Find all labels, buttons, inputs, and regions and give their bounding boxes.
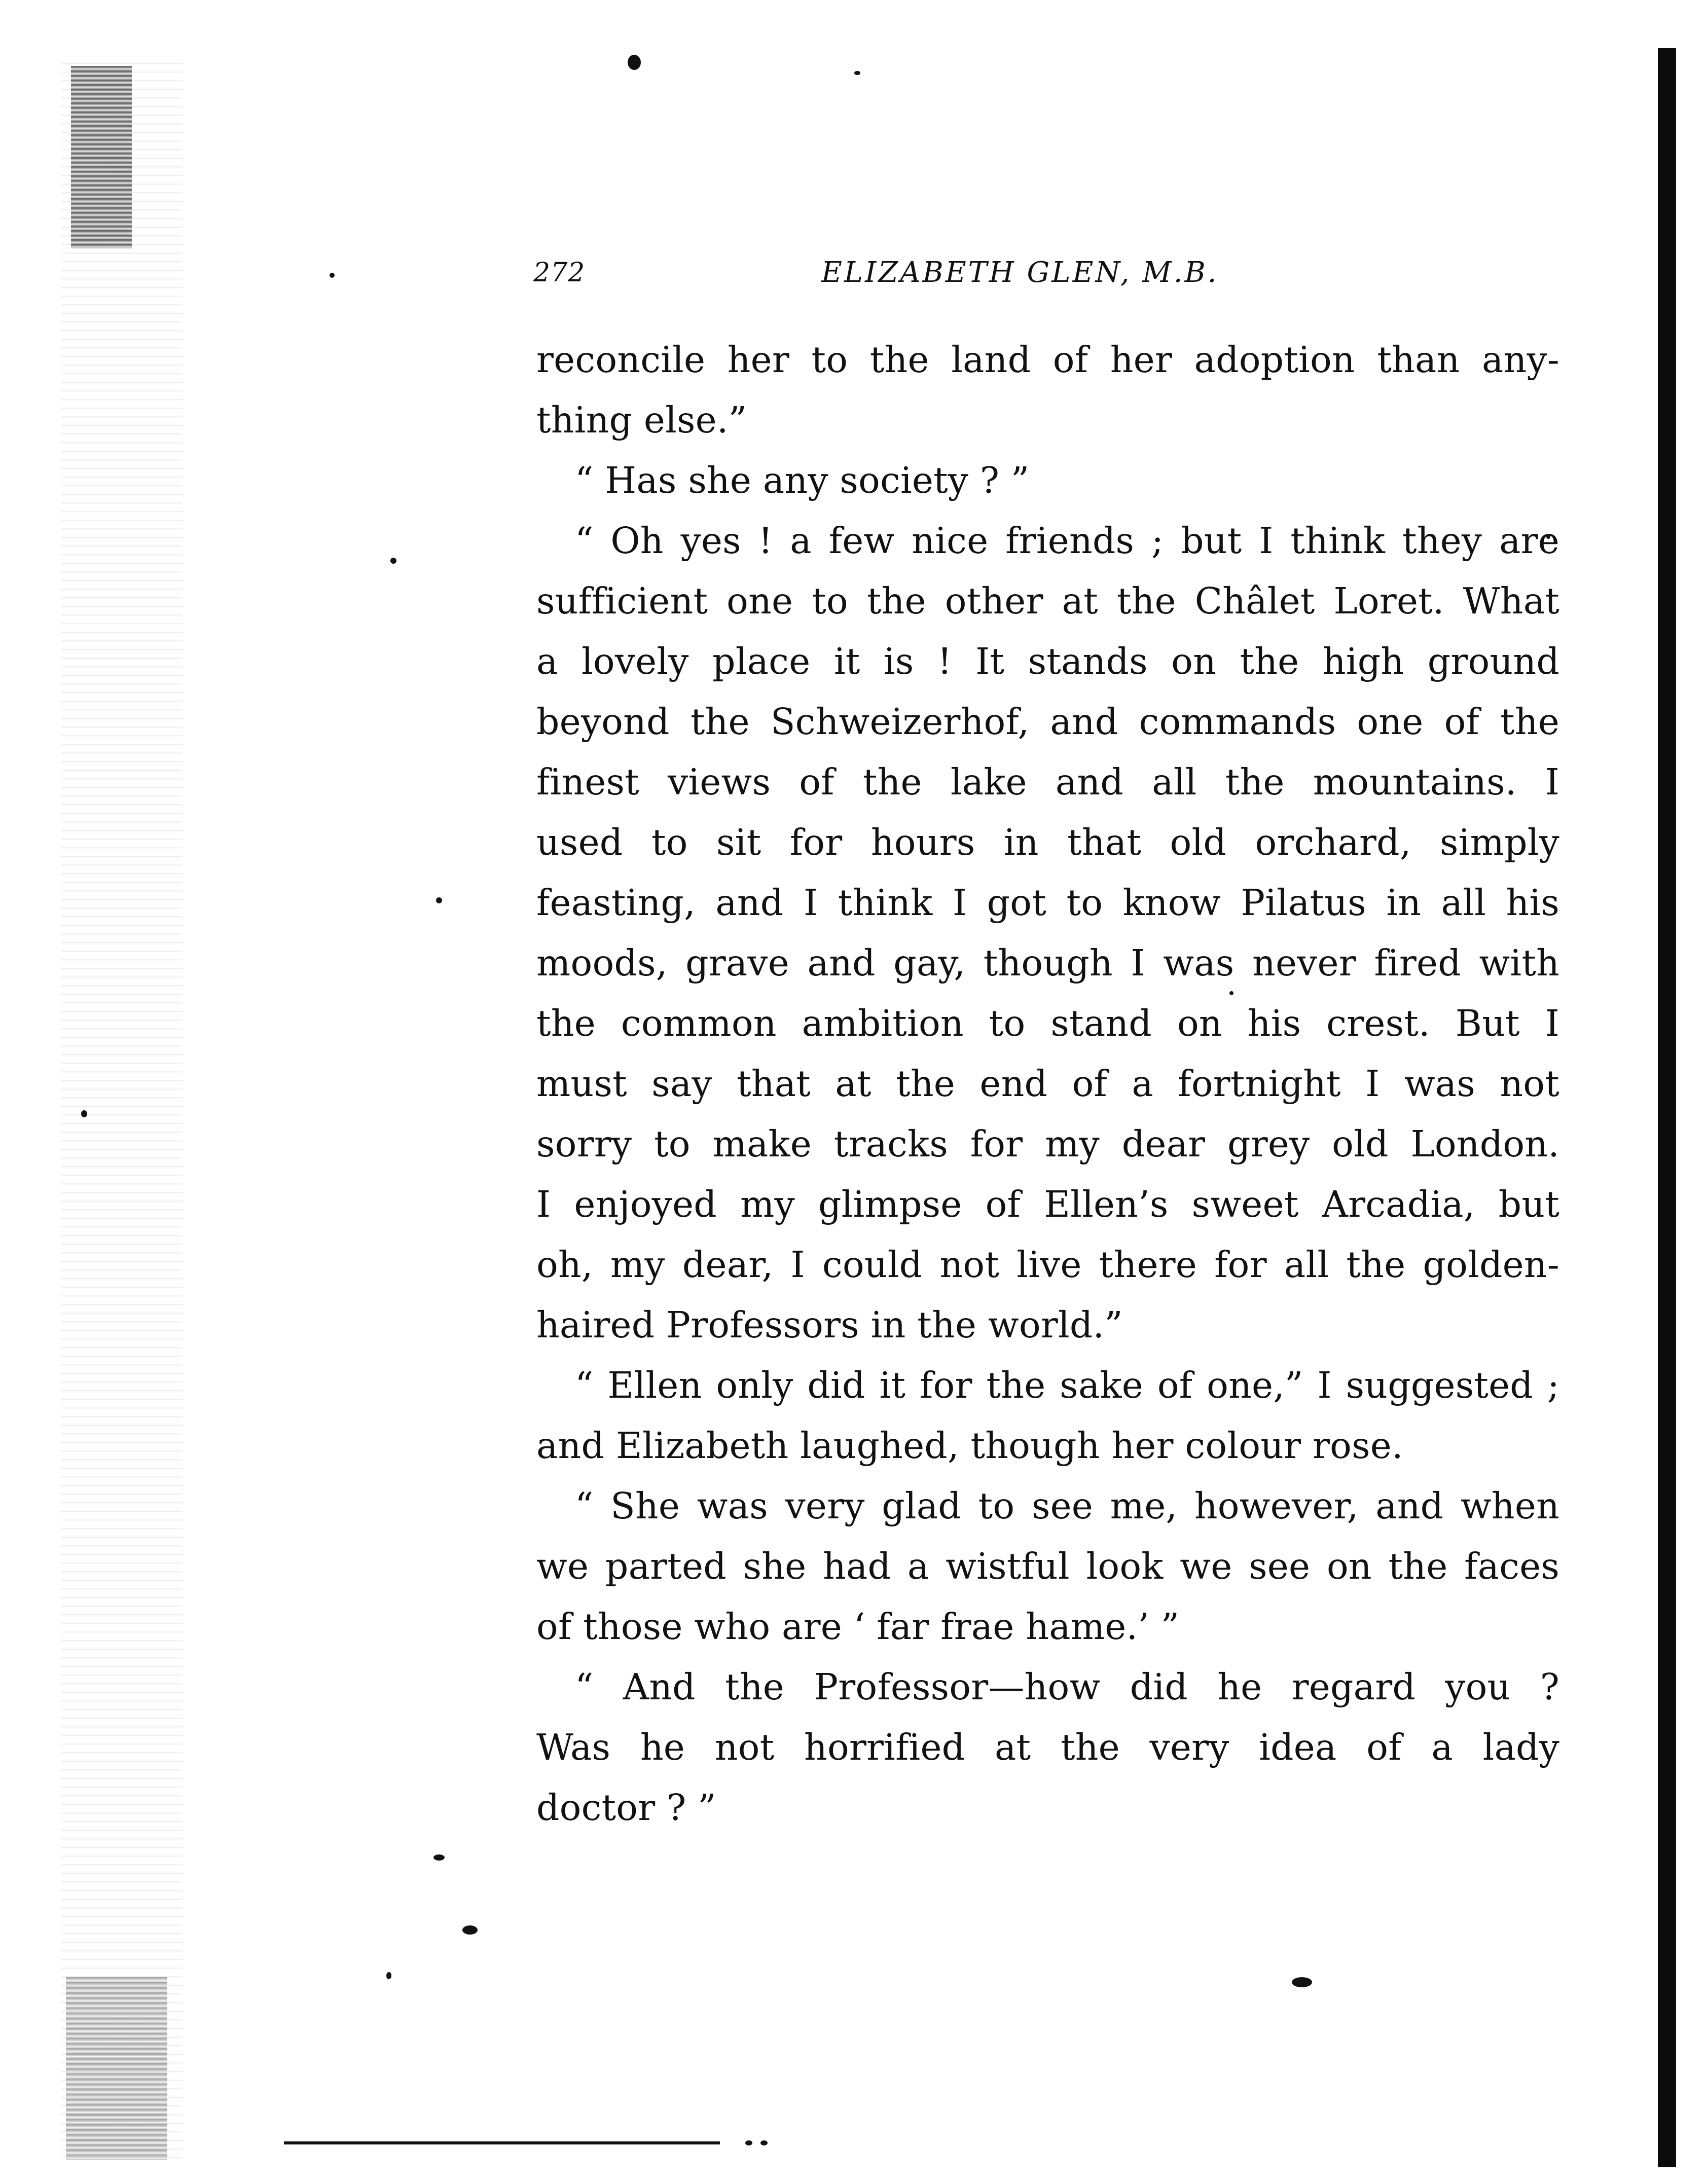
scan-gutter-mark-top (71, 66, 132, 248)
text-line: of those who are ‘ far frae hame.’ ” (536, 1606, 1180, 1648)
text-line: haired Professors in the world.” (536, 1304, 1123, 1346)
text-line: I enjoyed my glimpse of Ellen’s sweet Arcadia, but (536, 1183, 1559, 1225)
text-line: “ Ellen only did it for the sake of one,” I suggested ; (575, 1364, 1559, 1406)
text-line: oh, my dear, I could not live there for all the golden- (536, 1244, 1559, 1286)
text-line: “ Has she any society ? ” (575, 459, 1030, 501)
text-line: used to sit for hours in that old orchard, simply (536, 821, 1559, 863)
scan-speck (330, 273, 335, 278)
text-line: we parted she had a wistful look we see on the faces (536, 1545, 1559, 1587)
text-line: the common ambition to stand on his crest. But I (536, 1002, 1559, 1044)
body-text (536, 330, 1559, 1838)
running-title: ELIZABETH GLEN, M.B. (821, 256, 1219, 289)
scan-edge-bar (1658, 48, 1676, 2167)
scan-speck (745, 2140, 752, 2145)
scan-gutter-mark-bottom (66, 1977, 167, 2160)
text-line: finest views of the lake and all the mountains. I (536, 761, 1559, 803)
text-line: sorry to make tracks for my dear grey old London. (536, 1123, 1559, 1165)
scan-speck (628, 55, 641, 70)
scan-speck (462, 1925, 478, 1935)
text-line: “ Oh yes ! a few nice friends ; but I think they are (575, 520, 1559, 562)
scan-speck (390, 558, 396, 564)
scan-speck (1292, 1977, 1312, 1987)
text-line: “ She was very glad to see me, however, and when (575, 1485, 1559, 1527)
scan-gutter-shadow (61, 56, 183, 2160)
text-line: moods, grave and gay, though I was never fired with (536, 942, 1559, 984)
text-line: reconcile her to the land of her adoption than any- (536, 339, 1559, 381)
text-line: doctor ? ” (536, 1787, 716, 1829)
text-line: Was he not horrified at the very idea of a lady (536, 1726, 1559, 1768)
page-number: 272 (533, 258, 586, 288)
text-line: feasting, and I think I got to know Pilatus in all his (536, 882, 1559, 924)
scan-speck (81, 1110, 87, 1117)
text-line: a lovely place it is ! It stands on the high ground (536, 640, 1559, 682)
text-line: sufficient one to the other at the Châlet Loret. What (536, 580, 1559, 622)
scan-speck (433, 1854, 445, 1861)
scan-speck (760, 2140, 768, 2145)
text-line: “ And the Professor—how did he regard you ? (575, 1666, 1559, 1708)
text-line: beyond the Schweizerhof, and commands one of the (536, 701, 1559, 743)
text-line: thing else.” (536, 399, 747, 441)
scan-bottom-rule (284, 2141, 720, 2144)
text-line: must say that at the end of a fortnight I was not (536, 1063, 1559, 1105)
scan-speck (854, 71, 860, 75)
scan-speck (386, 1972, 391, 1979)
text-line: and Elizabeth laughed, though her colour rose. (536, 1425, 1403, 1467)
scan-speck (436, 897, 442, 903)
